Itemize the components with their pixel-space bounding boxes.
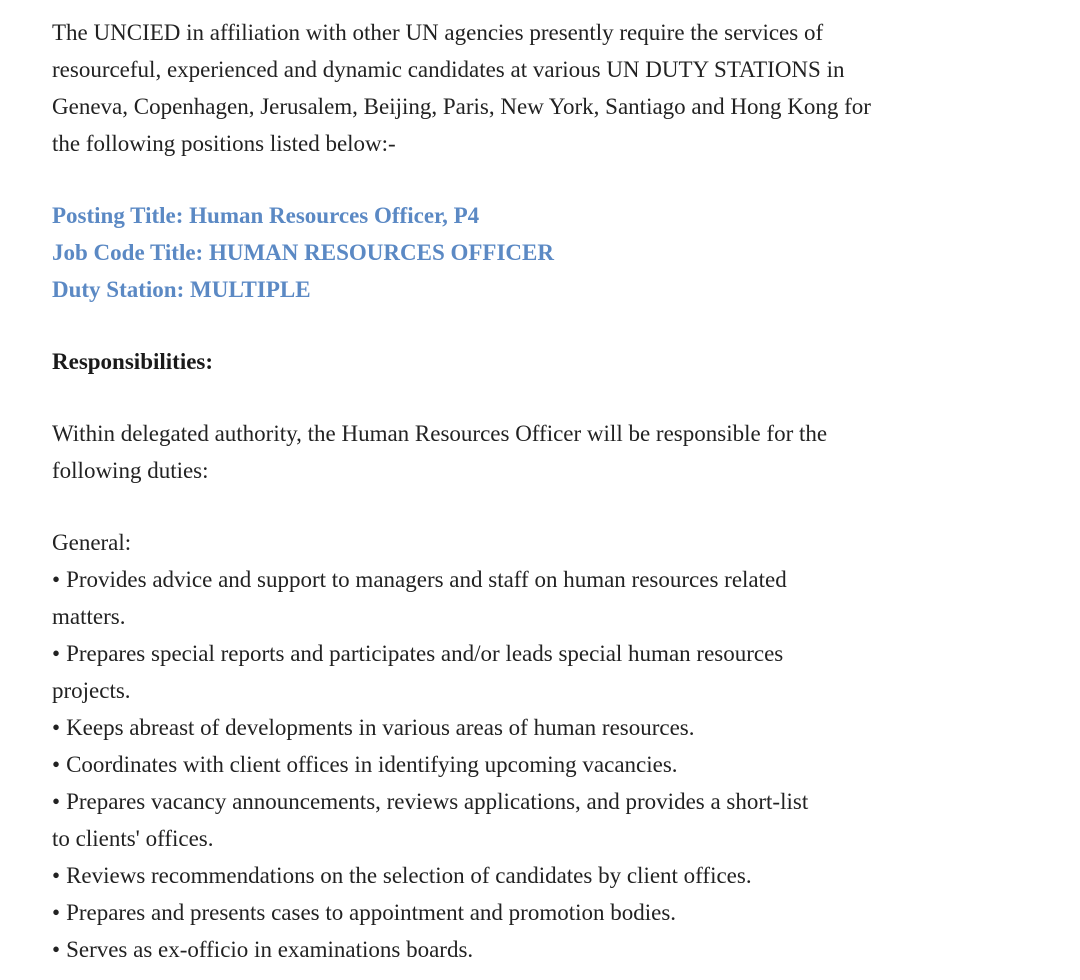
duty-list-item: [52, 709, 942, 746]
duty-text-continued: projects.: [52, 678, 131, 703]
duty-text: Prepares and presents cases to appointment and promotion bodies.: [66, 900, 677, 925]
duty-text: Prepares vacancy announcements, reviews applications, and provides a short-list: [66, 789, 809, 814]
duty-list-item: [52, 894, 942, 931]
intro-paragraph: [52, 14, 1012, 162]
general-label: General:: [52, 530, 132, 555]
intro-line: Geneva, Copenhagen, Jerusalem, Beijing, Paris, New York, Santiago and Hong Kong for: [52, 94, 871, 119]
bullet-icon: •: [52, 789, 61, 814]
bullet-icon: •: [52, 567, 61, 592]
duty-text: Keeps abreast of developments in various areas of human resources.: [66, 715, 695, 740]
duty-text: Prepares special reports and participates and/or leads special human resources: [66, 641, 784, 666]
duties-intro-line: following duties:: [52, 458, 209, 483]
intro-line: the following positions listed below:-: [52, 131, 396, 156]
duty-list-item: [52, 931, 942, 968]
duty-list-item: [52, 746, 942, 783]
duty-list-item: [52, 857, 942, 894]
duty-list-item: [52, 561, 942, 635]
duty-list-item: [52, 635, 942, 709]
duty-text: Serves as ex-officio in examinations boards.: [66, 937, 474, 962]
duties-intro-paragraph: [52, 415, 972, 489]
bullet-icon: •: [52, 752, 61, 777]
duty-text-continued: to clients' offices.: [52, 826, 214, 851]
duty-text: Provides advice and support to managers and staff on human resources related: [66, 567, 787, 592]
posting-details: [52, 197, 1040, 308]
duty-list: [52, 561, 1040, 968]
job-code-title: Job Code Title: HUMAN RESOURCES OFFICER: [52, 240, 554, 265]
bullet-icon: •: [52, 715, 61, 740]
bullet-icon: •: [52, 937, 61, 962]
duty-list-item: [52, 783, 942, 857]
bullet-icon: •: [52, 863, 61, 888]
duty-text: Coordinates with client offices in identifying upcoming vacancies.: [66, 752, 678, 777]
intro-line: resourceful, experienced and dynamic candidates at various UN DUTY STATIONS in: [52, 57, 845, 82]
posting-title: Posting Title: Human Resources Officer, P4: [52, 203, 480, 228]
intro-line: The UNCIED in affiliation with other UN agencies presently require the services of: [52, 20, 824, 45]
bullet-icon: •: [52, 641, 61, 666]
bullet-icon: •: [52, 900, 61, 925]
responsibilities-heading: Responsibilities:: [52, 349, 214, 374]
duty-text-continued: matters.: [52, 604, 126, 629]
duty-station: Duty Station: MULTIPLE: [52, 277, 311, 302]
duty-text: Reviews recommendations on the selection of candidates by client offices.: [66, 863, 752, 888]
duties-intro-line: Within delegated authority, the Human Resources Officer will be responsible for the: [52, 421, 828, 446]
